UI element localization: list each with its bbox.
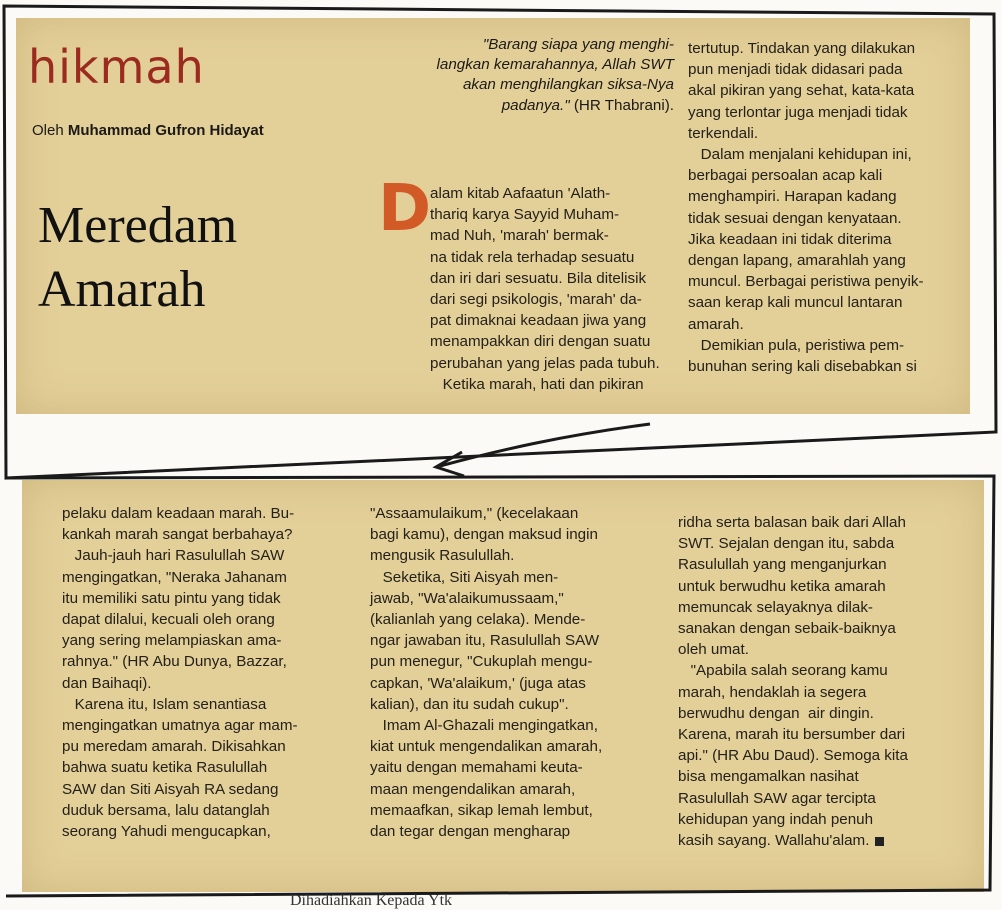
body-column-bottom-3: [678, 512, 970, 851]
quote-text: "Barang siapa yang menghi- langkan kemarahannya, Allah SWT akan menghilangkan siksa-Nya padanya.": [436, 36, 674, 114]
byline: [32, 122, 264, 139]
quote-source: (HR Thabrani).: [569, 96, 674, 114]
drop-cap: D: [378, 172, 432, 246]
title-line-2: Amarah: [38, 261, 206, 318]
rubric-label: hikmah: [28, 40, 205, 94]
continuation-arrow-shaft: [440, 424, 650, 466]
byline-prefix: Oleh: [32, 122, 64, 139]
body-column-bottom-2: "Assaamulaikum," (kecelakaan bagi kamu), dengan maksud ingin mengusik Rasulullah. Seketika, Siti Aisyah men- jawab, "Wa'alaikumussaam," (kalianlah yang celaka). Mende- ngar jawaban itu, Rasulullah SAW pun menegur, "Cukuplah mengu- capkan, 'Wa'alaikum,' (juga atas kalian), dan itu sudah cukup". Imam Al-Ghazali mengingatkan, kiat untuk mengendalikan amarah, yaitu dengan memahami keuta- maan mengendalikan amarah, memaafkan, sikap lemah lembut, dan tegar dengan mengharap: [370, 505, 603, 841]
end-mark-icon: [875, 837, 884, 846]
author-name: Muhammad Gufron Hidayat: [67, 122, 264, 139]
article-title: [38, 194, 237, 322]
body-column-bottom-3-text: ridha serta balasan baik dari Allah SWT. Sejalan dengan itu, sabda Rasulullah yang menganjurkan untuk berwudhu ketika amarah memuncak selayaknya dilak- sanakan dengan sebaik-baiknya oleh umat. "Apabila salah seorang kamu marah, hendaklah ia segera berwudhu dengan air dingin. Karena, marah itu bersumber dari api." (HR Abu Daud). Semoga kita bisa mengamalkan nasihat Rasulullah SAW agar tercipta kehidupan yang indah penuh kasih sayang. Wallahu'alam.: [678, 514, 908, 850]
title-line-1: Meredam: [38, 197, 238, 254]
body-column-top-2: tertutup. Tindakan yang dilakukan pun menjadi tidak didasari pada akal pikiran yang sehat, kata-kata yang terlontar juga menjadi tidak terkendali. Dalam menjalani kehidupan ini, berbagai persoalan acap kali menghampiri. Harapan kadang tidak sesuai dengan kenyataan. Jika keadaan ini tidak diterima dengan lapang, amarahlah yang muncul. Berbagai peristiwa penyik- saan kerap kali muncul lantaran amarah. Demikian pula, peristiwa pem- bunuhan sering kali disebabkan si: [688, 40, 924, 376]
body-column-top-1: alam kitab Aafaatun 'Alath- thariq karya Sayyid Muham- mad Nuh, 'marah' bermak- na tidak rela terhadap sesuatu dan iri dari sesuatu. Bila ditelisik dari segi psikologis, 'marah' da- pat dimaknai keadaan jiwa yang menampakkan diri dengan suatu perubahan yang jelas pada tubuh. Ketika marah, hati dan pikiran: [430, 185, 660, 393]
footer-handwritten-note: Dihadiahkan Kepada Ytk: [290, 892, 453, 909]
body-column-bottom-1: pelaku dalam keadaan marah. Bu- kankah marah sangat berbahaya? Jauh-jauh hari Rasulullah SAW mengingatkan, "Neraka Jahanam itu memiliki satu pintu yang tidak dapat dilalui, kecuali oleh orang yang sering melampiaskan ama- rahnya." (HR Abu Dunya, Bazzar, dan Baihaqi). Karena itu, Islam senantiasa mengingatkan umatnya agar mam- pu meredam amarah. Dikisahkan bahwa suatu ketika Rasulullah SAW dan Siti Aisyah RA sedang duduk bersama, lalu datanglah seorang Yahudi mengucapkan,: [62, 505, 298, 841]
opening-quote: [437, 35, 675, 116]
